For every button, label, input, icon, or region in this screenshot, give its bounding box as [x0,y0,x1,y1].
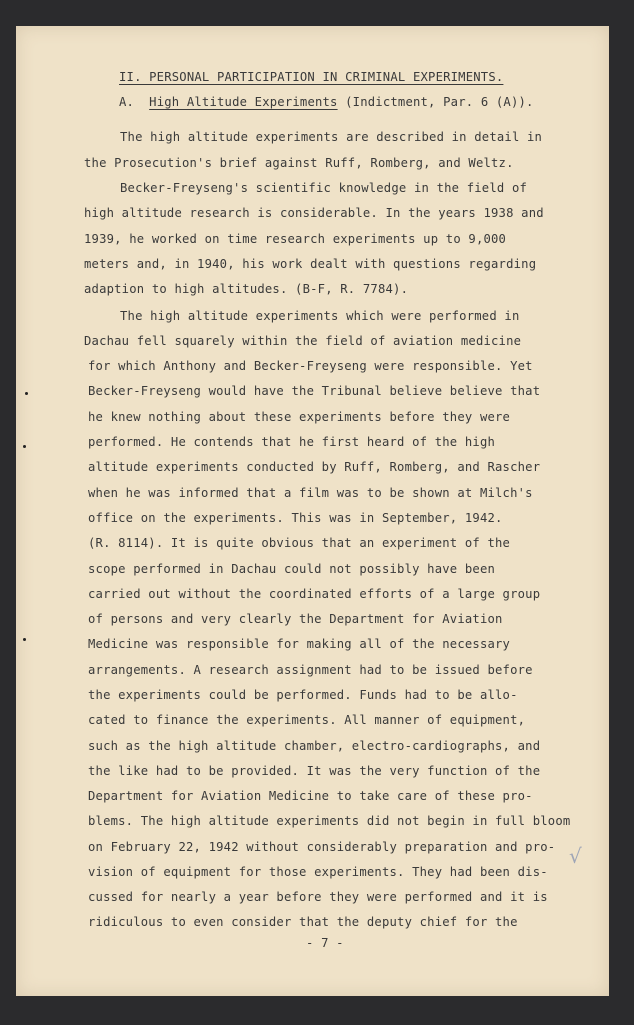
text-line: the experiments could be performed. Funds had to be allo- [88,688,518,702]
text-line: Dachau fell squarely within the field of aviation medicine [84,334,522,348]
check-mark-icon: √ [569,844,582,868]
text-line: on February 22, 1942 without considerably preparation and pro- [88,840,556,854]
margin-dot-mark [25,392,28,395]
subsection-title: High Altitude Experiments [149,95,338,109]
margin-dot-mark [23,445,26,448]
text-line: (R. 8114). It is quite obvious that an experiment of the [88,536,511,550]
section-heading-text: II. PERSONAL PARTICIPATION IN CRIMINAL EXPERIMENTS. [119,70,504,84]
text-line: when he was informed that a film was to be shown at Milch's [88,486,533,500]
text-line: cussed for nearly a year before they were performed and it is [88,890,548,904]
margin-dot-mark [23,638,26,641]
text-line: altitude experiments conducted by Ruff, Romberg, and Rascher [88,460,541,474]
document-page [16,26,609,996]
text-line: ridiculous to even consider that the deputy chief for the [88,915,518,929]
page-number: - 7 - [306,936,344,950]
text-line: performed. He contends that he first heard of the high [88,435,496,449]
text-line: scope performed in Dachau could not possibly have been [88,562,496,576]
text-line: office on the experiments. This was in September, 1942. [88,511,503,525]
text-line: carried out without the coordinated efforts of a large group [88,587,541,601]
text-line: Medicine was responsible for making all of the necessary [88,637,511,651]
text-line: of persons and very clearly the Department for Aviation [88,612,503,626]
text-line: Department for Aviation Medicine to take care of these pro- [88,789,533,803]
text-line: such as the high altitude chamber, electro-cardiographs, and [88,739,541,753]
text-line: adaption to high altitudes. (B-F, R. 7784). [84,282,409,296]
text-line: vision of equipment for those experiments. They had been dis- [88,865,548,879]
subsection-heading [119,95,534,109]
text-line: Becker-Freyseng would have the Tribunal believe believe that [88,384,541,398]
subsection-reference: (Indictment, Par. 6 (A)). [345,95,534,109]
text-line: high altitude research is considerable. In the years 1938 and [84,206,544,220]
text-line: Becker-Freyseng's scientific knowledge in the field of [120,181,528,195]
text-line: for which Anthony and Becker-Freyseng were responsible. Yet [88,359,533,373]
text-line: blems. The high altitude experiments did not begin in full bloom [88,814,571,828]
text-line: cated to finance the experiments. All manner of equipment, [88,713,526,727]
text-line: the like had to be provided. It was the very function of the [88,764,541,778]
text-line: arrangements. A research assignment had to be issued before [88,663,533,677]
text-line: The high altitude experiments are described in detail in [120,130,543,144]
section-heading [119,70,503,84]
text-line: The high altitude experiments which were performed in [120,309,520,323]
text-line: meters and, in 1940, his work dealt with questions regarding [84,257,537,271]
subsection-label: A. [119,95,135,109]
text-line: he knew nothing about these experiments before they were [88,410,511,424]
text-line: 1939, he worked on time research experiments up to 9,000 [84,232,507,246]
text-line: the Prosecution's brief against Ruff, Romberg, and Weltz. [84,156,514,170]
